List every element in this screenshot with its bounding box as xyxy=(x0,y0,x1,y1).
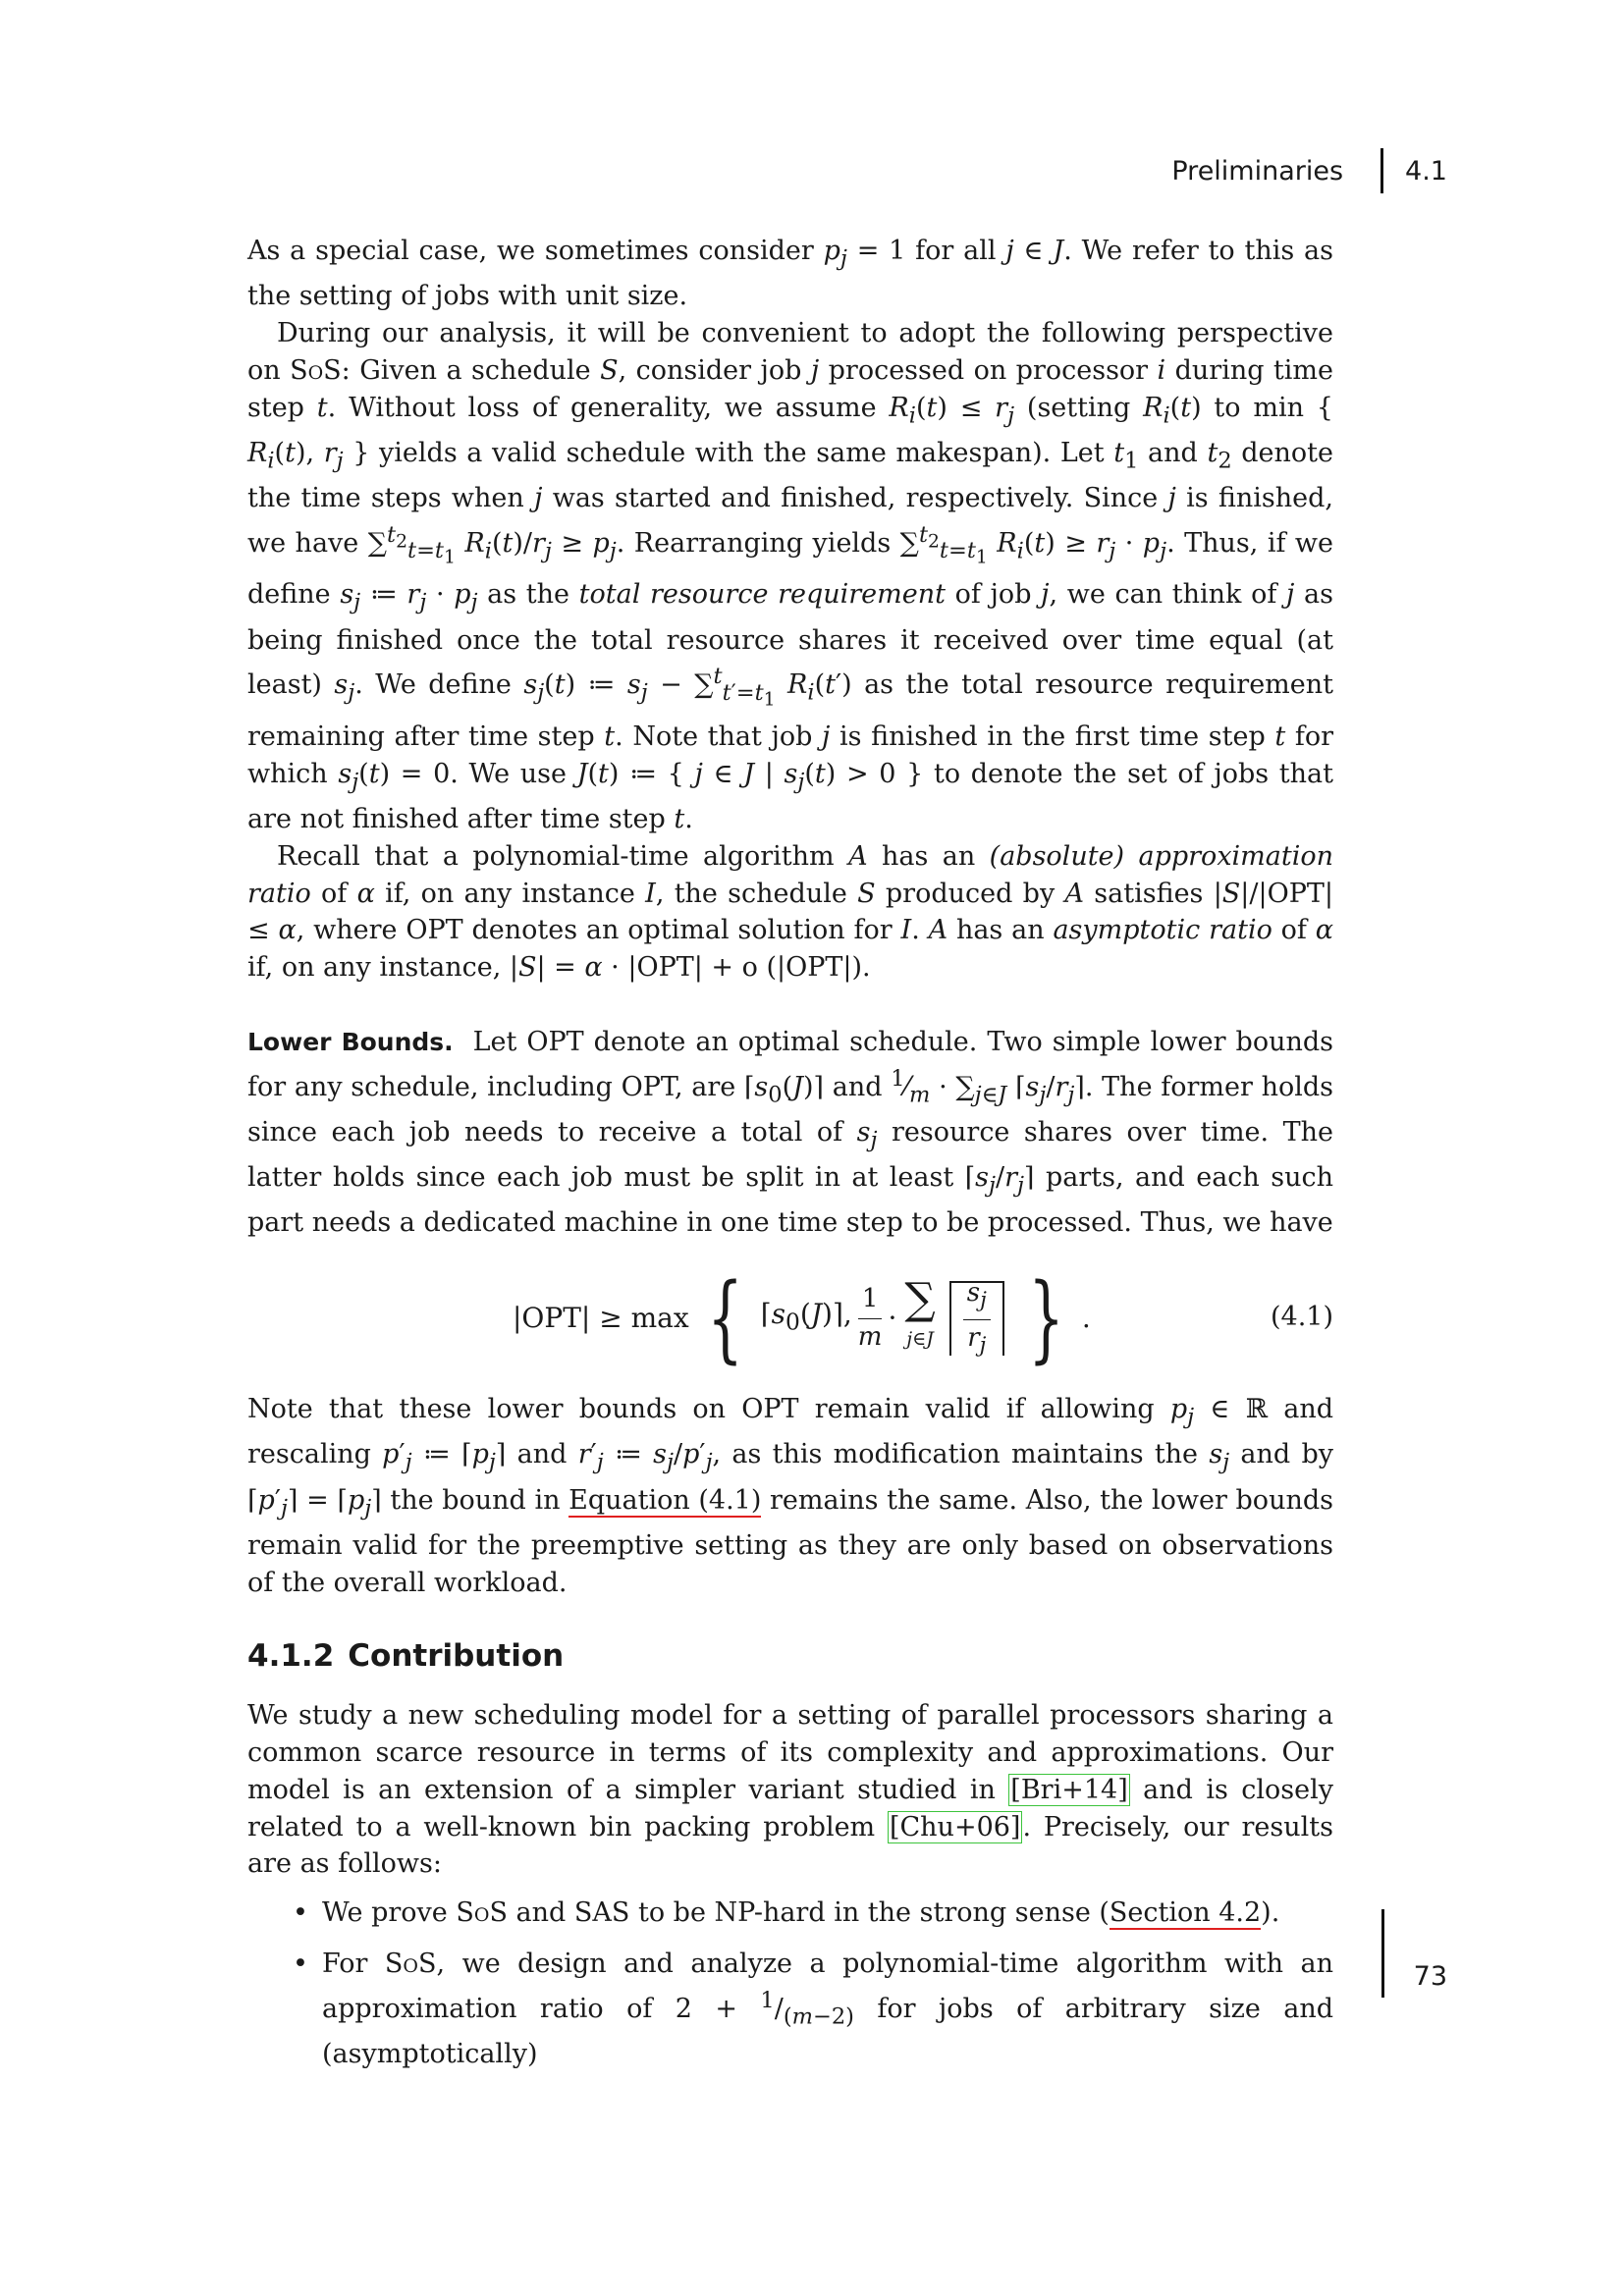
subsection-number: 4.1.2 xyxy=(247,1638,335,1675)
paragraph-contribution: We study a new scheduling model for a setting of parallel processors sharing a common scarce resource in terms of its complexity and approximations. Our model is an extension of a simpler variant studied in [Bri+14] and is closely related to a well-known bin packing problem [Chu+06]. Precisely, our results are as follows: xyxy=(247,1700,1333,1880)
list-item: • For SoS, we design and analyze a polynomial-time algorithm with an approximation ratio of $2 + ^1/_{(m-2)}$ for jobs of arbitrary size and (asymptotically) xyxy=(322,1946,1333,2073)
running-header xyxy=(1171,147,1447,194)
lower-bounds-heading: Lower Bounds. xyxy=(247,1028,454,1057)
equation-number: (4.1) xyxy=(1270,1302,1333,1333)
list-item: • We prove SoS and SAS to be NP-hard in the strong sense (Section 4.2). xyxy=(322,1895,1333,1932)
body-text xyxy=(247,233,1333,2087)
section-ref-link[interactable]: Section 4.2 xyxy=(1109,1897,1262,1929)
subsection-title: Contribution xyxy=(348,1638,565,1675)
header-section-number: 4.1 xyxy=(1405,155,1447,187)
citation-bri14-link[interactable]: [Bri+14] xyxy=(1010,1774,1128,1805)
page-number: 73 xyxy=(1413,1961,1447,1992)
results-list xyxy=(247,1895,1333,2073)
header-section-title: Preliminaries xyxy=(1171,155,1344,187)
equation-ref-link[interactable]: Equation (4.1) xyxy=(568,1484,762,1516)
paragraph-approximation-ratio: Recall that a polynomial-time algorithm A has an (absolute) approximation ratio of α if, on any instance I, the schedule S produced by A satisfies |S|/|OPT| ≤ α, where OPT denotes an optimal solution for I. A has an asymptotic ratio of α if, on any instance, |S| = α · |OPT| + o (|OPT|). xyxy=(247,840,1334,984)
paragraph-unit-size: As a special case, we sometimes consider $p_j = 1$ for all j ∈ J. We refer to this as the setting of jobs with unit size. xyxy=(247,236,1333,312)
running-footer xyxy=(1381,1909,1447,1998)
equation-4-1 xyxy=(247,1259,1333,1377)
citation-chu06-link[interactable]: [Chu+06] xyxy=(889,1811,1021,1842)
paragraph-rescaling: Note that these lower bounds on OPT remain valid if allowing $p_j$ ∈ ℝ and rescaling $p'_j$ ≔ $⌈p_j⌉$ and $r'_j$ ≔ $s_j/p'_j$, as this modification maintains the $s_j$ and by $⌈p'_j⌉$ = $⌈p_j⌉$ the bound in Equation (4.1) remains the same. Also, the lower bounds remain valid for the preemptive setting as they are only based on observations of the overall workload. xyxy=(247,1394,1333,1598)
paragraph-lower-bounds: Lower Bounds. Let OPT denote an optimal schedule. Two simple lower bounds for any schedule, including OPT, are $⌈s_0(J)⌉$ and $^1⁄_m \cdot \sum_{j\in J}$ $⌈s_j/r_j⌉$. The former holds since each job needs to receive a total of $s_j$ resource shares over time. The latter holds since each job must be split in at least $⌈s_j/r_j⌉$ parts, and each such part needs a dedicated machine in one time step to be processed. Thus, we have xyxy=(247,1027,1334,1239)
header-divider xyxy=(1380,148,1383,193)
footer-divider xyxy=(1381,1909,1384,1998)
subsection-heading xyxy=(247,1638,1333,1676)
equation-body: |OPT| ≥ max { $⌈s_0(J)⌉$, $\frac{1}{m}$ · ∑ j∈J $\frac{s_j}{r_j}$ } . xyxy=(513,1263,1091,1374)
paragraph-perspective: During our analysis, it will be convenient to adopt the following perspective on SoS: Given a schedule S, consider job j processed on processor i during time step t. Without loss of generality, we assume $R_i(t) \le r_j$ (setting $R_i(t)$ to min { $R_i(t)$, $r_j$ } yields a valid schedule with the same makespan). Let $t_1$ and $t_2$ denote the time steps when j was started and finished, respectively. Since j is finished, we have ∑$^{t_2}_{t=t_1}$ $R_i(t)/r_j \ge p_j$. Rearranging yields ∑$^{t_2}_{t=t_1}$ $R_i(t) \ge r_j \cdot p_j$. Thus, if we define $s_j$ ≔ $r_j \cdot p_j$ as the total resource requirement of job j, we can think of j as being finished once the total resource shares it received over time equal (at least) $s_j$. We define $s_j(t)$ ≔ $s_j - \sum^t_{t'=t_1}$ $R_i(t')$ as the total resource requirement remaining after time step t. Note that job j is finished in the first time step t for which $s_j(t) = 0$. We use J(t) ≔ { j ∈ J | $s_j(t) > 0$ } to denote the set of jobs that are not finished after time step t. xyxy=(247,317,1334,835)
